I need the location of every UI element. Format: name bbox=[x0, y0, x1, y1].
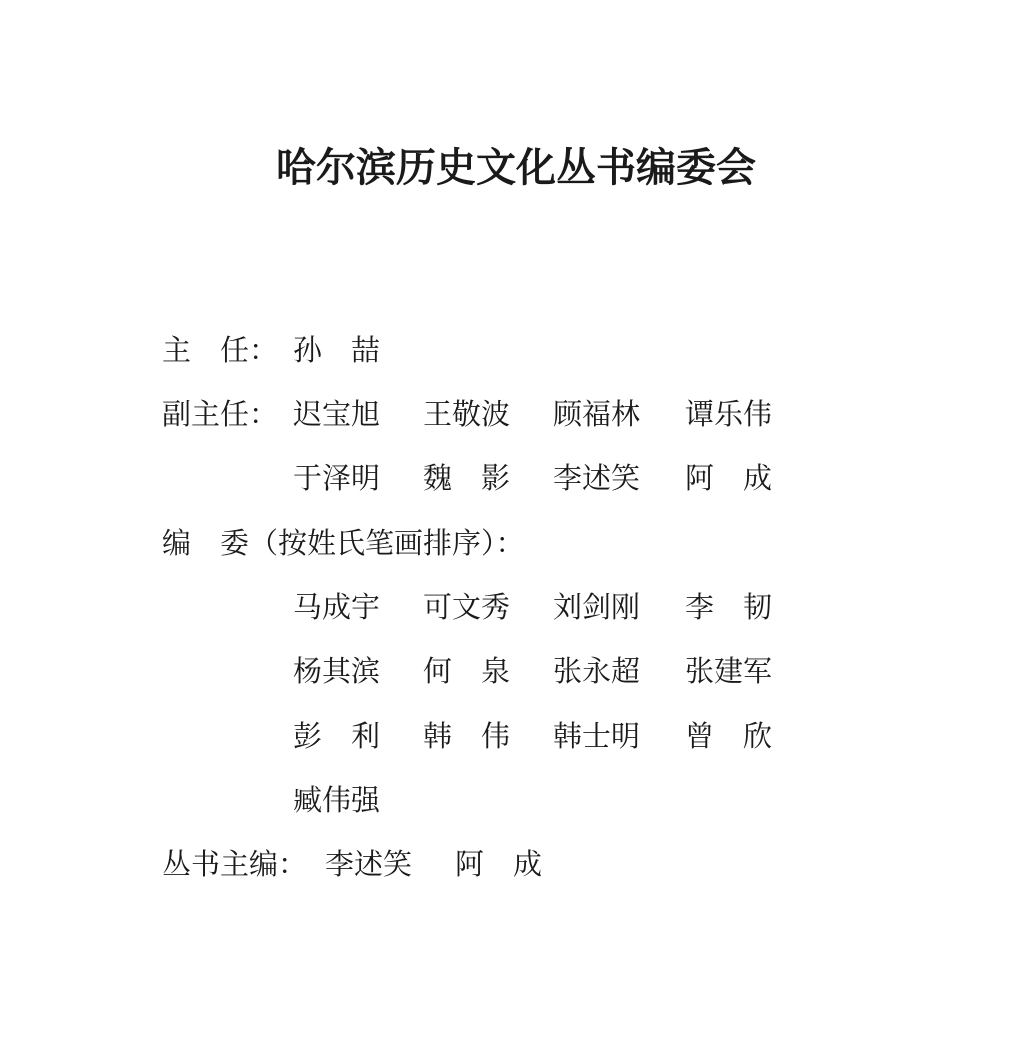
chief-editors-label: 丛书主编： bbox=[162, 847, 308, 881]
page-title: 哈尔滨历史文化丛书编委会 bbox=[276, 144, 756, 191]
committee-member-name: 曾 欣 bbox=[685, 719, 773, 753]
committee-member-name: 张建军 bbox=[685, 654, 773, 688]
committee-member-name: 韩士明 bbox=[553, 719, 641, 753]
committee-member-name: 臧伟强 bbox=[293, 783, 381, 817]
committee-member-name: 彭 利 bbox=[293, 719, 381, 753]
chief-editor-name: 李述笑 bbox=[325, 847, 413, 881]
deputy-director-name: 顾福林 bbox=[553, 397, 641, 431]
deputy-director-name: 王敬波 bbox=[423, 397, 511, 431]
deputy-director-name: 谭乐伟 bbox=[685, 397, 773, 431]
committee-member-name: 刘剑刚 bbox=[553, 590, 641, 624]
deputy-director-name: 迟宝旭 bbox=[293, 397, 381, 431]
deputy-directors-label: 副主任： bbox=[162, 397, 279, 431]
committee-member-name: 可文秀 bbox=[423, 590, 511, 624]
committee-member-name: 李 韧 bbox=[685, 590, 773, 624]
committee-member-name: 韩 伟 bbox=[423, 719, 511, 753]
committee-member-name: 何 泉 bbox=[423, 654, 511, 688]
director-label: 主 任： bbox=[162, 333, 279, 367]
committee-member-name: 杨其滨 bbox=[293, 654, 381, 688]
director-name: 孙 喆 bbox=[293, 333, 381, 367]
deputy-director-name: 阿 成 bbox=[685, 461, 773, 495]
deputy-director-name: 李述笑 bbox=[553, 461, 641, 495]
deputy-director-name: 魏 影 bbox=[423, 461, 511, 495]
committee-member-name: 马成宇 bbox=[293, 590, 381, 624]
chief-editor-name: 阿 成 bbox=[455, 847, 543, 881]
committee-member-name: 张永超 bbox=[553, 654, 641, 688]
committee-label: 编 委（按姓氏笔画排序）： bbox=[162, 526, 525, 560]
deputy-director-name: 于泽明 bbox=[293, 461, 381, 495]
